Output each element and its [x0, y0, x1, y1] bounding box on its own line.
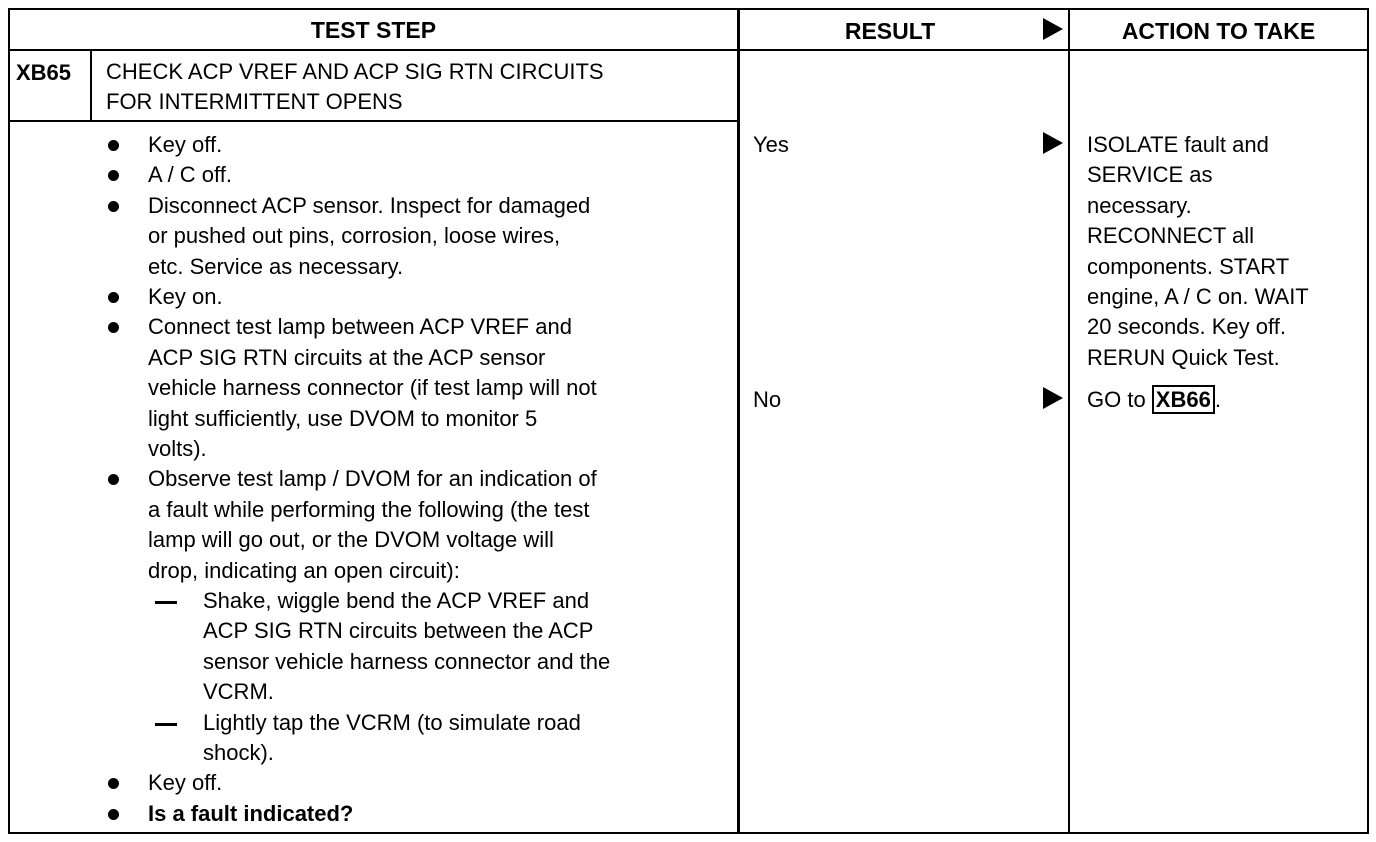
- table-top-border: [8, 8, 1369, 10]
- step-title-line-2: FOR INTERMITTENT OPENS: [106, 89, 403, 114]
- action-yes-line: RERUN Quick Test.: [1087, 344, 1280, 370]
- sub-step-line: VCRM.: [203, 679, 274, 705]
- procedure-step-line: Key off.: [148, 132, 223, 157]
- action-yes-line: SERVICE as: [1087, 162, 1213, 188]
- step-id-divider: [90, 49, 92, 121]
- procedure-step-line: Connect test lamp between ACP VREF and: [148, 314, 572, 340]
- procedure-step-line: Disconnect ACP sensor. Inspect for damaged: [148, 192, 591, 218]
- bullet-icon: [108, 809, 119, 820]
- sub-step-line: Lightly tap the VCRM (to simulate road: [203, 709, 581, 735]
- bullet-icon: [108, 322, 119, 333]
- result-yes-arrow-icon: [1043, 132, 1063, 154]
- action-yes-line: 20 seconds. Key off.: [1087, 314, 1286, 340]
- table-bottom-border: [8, 832, 1369, 834]
- procedure-step-line: Key off.: [148, 770, 223, 796]
- procedure-step-line: a fault while performing the following (the test: [148, 496, 590, 522]
- action-no-suffix: .: [1214, 387, 1221, 412]
- sub-step-line: ACP SIG RTN circuits between the ACP: [203, 618, 594, 644]
- procedure-step-line: volts).: [148, 436, 207, 461]
- action-yes-line: ISOLATE fault and: [1087, 132, 1269, 157]
- table-right-border: [1367, 8, 1369, 834]
- procedure-step-line: A / C off.: [148, 162, 232, 188]
- dash-marker-icon: [155, 601, 177, 604]
- bullet-icon: [108, 778, 119, 789]
- result-no: No: [753, 387, 782, 412]
- action-no-prefix: GO to: [1087, 387, 1152, 412]
- dash-marker-icon: [155, 723, 177, 726]
- header-test-step: TEST STEP: [310, 17, 437, 43]
- procedure-step-line: Key on.: [148, 284, 223, 309]
- procedure-step-line: ACP SIG RTN circuits at the ACP sensor: [148, 344, 546, 370]
- action-yes-line: RECONNECT all: [1087, 223, 1255, 249]
- procedure-step-line: light sufficiently, use DVOM to monitor 5: [148, 405, 538, 431]
- procedure-step-line: lamp will go out, or the DVOM voltage will: [148, 527, 554, 553]
- bullet-icon: [108, 292, 119, 303]
- procedure-step-line: vehicle harness connector (if test lamp will not: [148, 375, 597, 401]
- action-no-step-ref[interactable]: XB66: [1152, 385, 1215, 414]
- bullet-icon: [108, 170, 119, 181]
- result-no-arrow-icon: [1043, 387, 1063, 409]
- procedure-step-line: drop, indicating an open circuit):: [148, 557, 460, 583]
- step-id: XB65: [16, 60, 72, 85]
- procedure-step-line: etc. Service as necessary.: [148, 253, 404, 279]
- header-action-to-take: ACTION TO TAKE: [1121, 18, 1316, 44]
- procedure-step-line: or pushed out pins, corrosion, loose wires,: [148, 223, 561, 249]
- action-yes-line: components. START: [1087, 253, 1290, 279]
- action-yes-line: engine, A / C on. WAIT: [1087, 284, 1309, 309]
- action-yes-line: necessary.: [1087, 192, 1192, 218]
- sub-step-line: sensor vehicle harness connector and the: [203, 648, 611, 674]
- header-divider: [8, 49, 1369, 51]
- bullet-icon: [108, 140, 119, 151]
- table-left-border: [8, 8, 10, 834]
- bullet-icon: [108, 474, 119, 485]
- column-divider-step-result: [737, 8, 740, 834]
- step-title-line-1: CHECK ACP VREF AND ACP SIG RTN CIRCUITS: [106, 59, 604, 84]
- bullet-icon: [108, 201, 119, 212]
- result-yes: Yes: [753, 132, 789, 157]
- header-arrow-icon: [1043, 18, 1063, 40]
- sub-step-line: Shake, wiggle bend the ACP VREF and: [203, 588, 590, 613]
- step-title-divider: [8, 120, 739, 122]
- procedure-step-line: Observe test lamp / DVOM for an indication of: [148, 466, 597, 492]
- procedure-step-line: Is a fault indicated?: [148, 800, 354, 826]
- action-no: [1087, 385, 1221, 415]
- header-result: RESULT: [844, 18, 936, 44]
- sub-step-line: shock).: [203, 740, 274, 765]
- column-divider-result-action: [1068, 8, 1070, 834]
